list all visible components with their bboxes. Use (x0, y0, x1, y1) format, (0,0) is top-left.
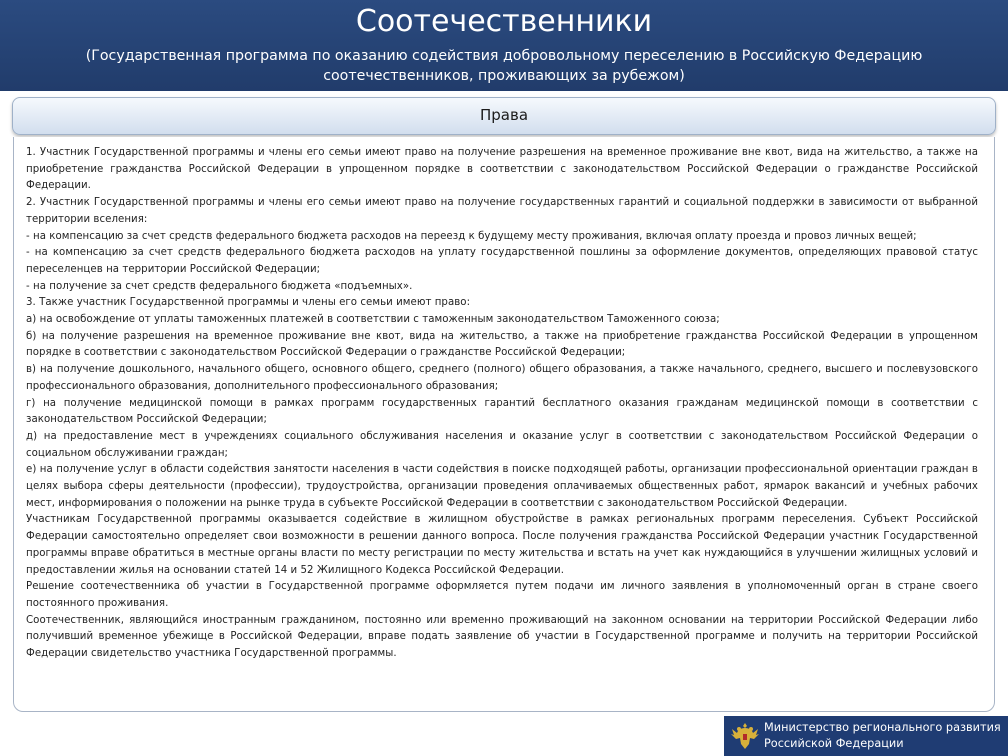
page-title: Соотечественники (355, 4, 653, 39)
rights-text: 1. Участник Государственной программы и члены его семьи имеют право на получение разрешения на временное проживание вне квот, вида на жительство, а также на приобретение гражданства Российской Федерации в упрощенном порядке в соответствии с законодательством Российской Федерации о гражданстве Российской Федерации. 2. Участник Государственной программы и члены его семьи имеют право на получение государственных гарантий и социальной поддержки в зависимости от выбранной территории вселения: - на компенсацию за счет средств федерального бюджета расходов на переезд к будущему месту проживания, включая оплату проезда и провоз личных вещей; - на компенсацию за счет средств федерального бюджета расходов на уплату государственной пошлины за оформление документов, определяющих правовой статус переселенцев на территории Российской Федерации; - на получение за счет средств федерального бюджета «подъемных». 3. Также участник Государственной программы и члены его семьи имеют право: а) на освобождение от уплаты таможенных платежей в соответствии с таможенным законодательством Таможенного союза; б) на получение разрешения на временное проживание вне квот, вида на жительство, а также на приобретение гражданства Российской Федерации в упрощенном порядке в соответствии с законодательством Российской Федерации о гражданстве Российской Федерации; в) на получение дошкольного, начального общего, основного общего, среднего (полного) общего образования, а также начального, среднего, высшего и послевузовского профессионального образования, дополнительного профессионального образования; г) на получение медицинской помощи в рамках программ государственных гарантий бесплатного оказания гражданам медицинской помощи в соответствии с законодательством Российской Федерации; д) на предоставление мест в учреждениях социального обслуживания населения и оказание услуг в соответствии с законодательством Российской Федерации о социальном обслуживании граждан; е) на получение услуг в области содействия занятости населения в части содействия в поиске подходящей работы, организации профессиональной ориентации граждан в целях выбора сферы деятельности (профессии), трудоустройства, организации проведения оплачиваемых общественных работ, ярмарок вакансий и учебных рабочих мест, информирования о положении на рынке труда в субъекте Российской Федерации в соответствии с законодательством Российской Федерации. Участникам Государственной программы оказывается содействие в жилищном обустройстве в рамках региональных программ переселения. Субъект Российской Федерации самостоятельно определяет свои возможности в решении данного вопроса. После получения гражданства Российской Федерации участник Государственной программы вправе обратиться в местные органы власти по месту регистрации по месту жительства и встать на учет как нуждающийся в улучшении жилищных условий и предоставлении жилья на основании статей 14 и 52 Жилищного Кодекса Российской Федерации. Решение соотечественника об участии в Государственной программе оформляется путем подачи им личного заявления в уполномоченный орган в стране своего постоянного проживания. Соотечественник, являющийся иностранным гражданином, постоянно или временно проживающий на законном основании на территории Российской Федерации либо получивший временное убежище в Российской Федерации, вправе подать заявление об участии в Государственной программе и получить на территории Российской Федерации свидетельство участника Государственной программы. (26, 147, 978, 660)
section-title: Права (479, 106, 529, 124)
ministry-footer (724, 716, 1008, 756)
section-title-bar (12, 97, 996, 135)
header-banner (0, 0, 1008, 91)
ministry-name: Министерство регионального развития Российской Федерации (764, 721, 1001, 750)
double-headed-eagle-icon (728, 719, 762, 753)
page-subtitle: (Государственная программа по оказанию содействия добровольному переселению в Российскую Федерацию соотечественников, проживающих за рубежом) (85, 48, 923, 84)
